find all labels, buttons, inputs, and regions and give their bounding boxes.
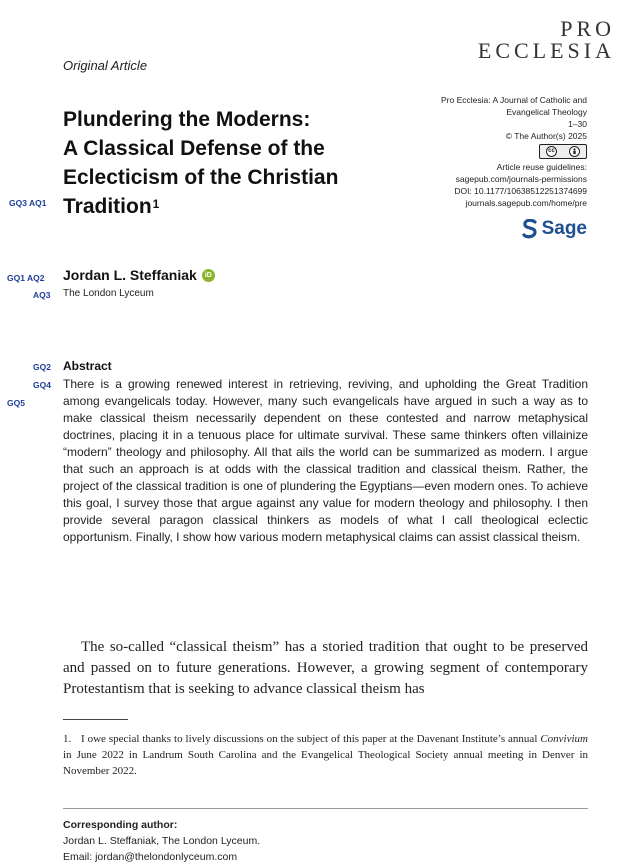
query-label-affiliation[interactable]: AQ3 <box>33 290 51 300</box>
footnote-text-after: in June 2022 in Landrum South Carolina and the Evangelical Theological Society annual meeting in Denver in November 2022. <box>63 749 588 777</box>
correspondence-heading: Corresponding author: <box>63 819 178 831</box>
journal-logo-line2: ECCLESIA <box>477 38 615 63</box>
sage-logo-text: Sage <box>541 218 587 239</box>
footnote-rule <box>63 719 128 720</box>
journal-logo <box>478 18 615 62</box>
query-label-abstract-head[interactable]: GQ2 <box>33 362 51 372</box>
meta-pages: 1–30 <box>568 119 587 129</box>
footnote-number: 1. <box>63 733 72 745</box>
correspondence-email[interactable]: Email: jordan@thelondonlyceum.com <box>63 851 238 863</box>
query-label-abstract-line2[interactable]: GQ5 <box>7 398 25 408</box>
title-line-1: Plundering the Moderns: <box>63 108 311 131</box>
title-line-4 <box>63 192 403 221</box>
title-last-word: Tradition <box>63 195 152 218</box>
correspondence-line1: Jordan L. Steffaniak, The London Lyceum. <box>63 835 261 847</box>
meta-reuse-label: Article reuse guidelines: <box>496 162 587 172</box>
footnote-text-before: I owe special thanks to lively discussions on the subject of this paper at the Davenant Institute’s annual <box>81 733 541 745</box>
cc-badge-icon <box>539 144 587 159</box>
correspondence-block <box>63 817 260 865</box>
sage-s-icon <box>522 219 538 239</box>
footnote-italic: Convivium <box>540 733 588 745</box>
by-person-icon <box>569 146 580 157</box>
journal-meta <box>387 94 587 209</box>
author-name <box>63 267 215 283</box>
sage-logo[interactable] <box>522 218 587 240</box>
orcid-icon[interactable]: iD <box>202 269 215 282</box>
author-affiliation: The London Lyceum <box>63 288 154 299</box>
meta-journal-name-2: Evangelical Theology <box>506 107 587 117</box>
correspondence-rule <box>63 808 588 809</box>
meta-journal-name-1: Pro Ecclesia: A Journal of Catholic and <box>441 95 587 105</box>
meta-permissions-link[interactable]: sagepub.com/journals-permissions <box>455 174 587 184</box>
meta-copyright: © The Author(s) 2025 <box>505 131 587 141</box>
title-line-3: Eclecticism of the Christian <box>63 166 339 189</box>
footnote <box>63 731 588 779</box>
query-label-title[interactable]: GQ3 AQ1 <box>9 198 47 208</box>
article-type: Original Article <box>63 58 148 73</box>
abstract-text: There is a growing renewed interest in retrieving, reviving, and upholding the Great Tradition among evangelicals today. However, many such evangelicals have argued in such a way as to make classical theism necessarily dependent on these contested and narrow metaphysical doctrines, placing it in a tenuous place for ultimate survival. These same thinkers often villainize “modern” theology and philosophy. All that ails the world can be summarized as modern. I argue that such an approach is at odds with the classical tradition and classical theism. Rather, the project of the classical tradition is one of plundering the Egyptians—even modern ones. To achieve this goal, I survey those that argue against any value for modern theology and philosophy. I then provide several paragon classical thinkers as models of what I call theological eclectic opportunism. Finally, I show how various modern metaphysical claims can assist classical theism. <box>63 377 588 544</box>
cc-license-badge[interactable] <box>387 142 587 161</box>
title-footnote-mark[interactable]: 1 <box>152 197 160 211</box>
meta-journal-url[interactable]: journals.sagepub.com/home/pre <box>465 198 587 208</box>
meta-doi[interactable]: DOI: 10.1177/10638512251374699 <box>454 186 587 196</box>
query-label-author[interactable]: GQ1 AQ2 <box>7 273 45 283</box>
query-label-abstract-line1[interactable]: GQ4 <box>33 380 51 390</box>
cc-circle-icon: cc <box>546 146 557 157</box>
abstract-heading: Abstract <box>63 359 112 373</box>
article-title <box>63 105 403 221</box>
body-paragraph: The so-called “classical theism” has a storied tradition that ought to be preserved and passed on to future generations. However, a growing segment of contemporary Protestantism that is seeking to advance classical theism has <box>63 639 588 697</box>
author-name-text: Jordan L. Steffaniak <box>63 267 197 283</box>
journal-logo-line1: PRO <box>560 16 615 41</box>
title-line-2: A Classical Defense of the <box>63 137 325 160</box>
